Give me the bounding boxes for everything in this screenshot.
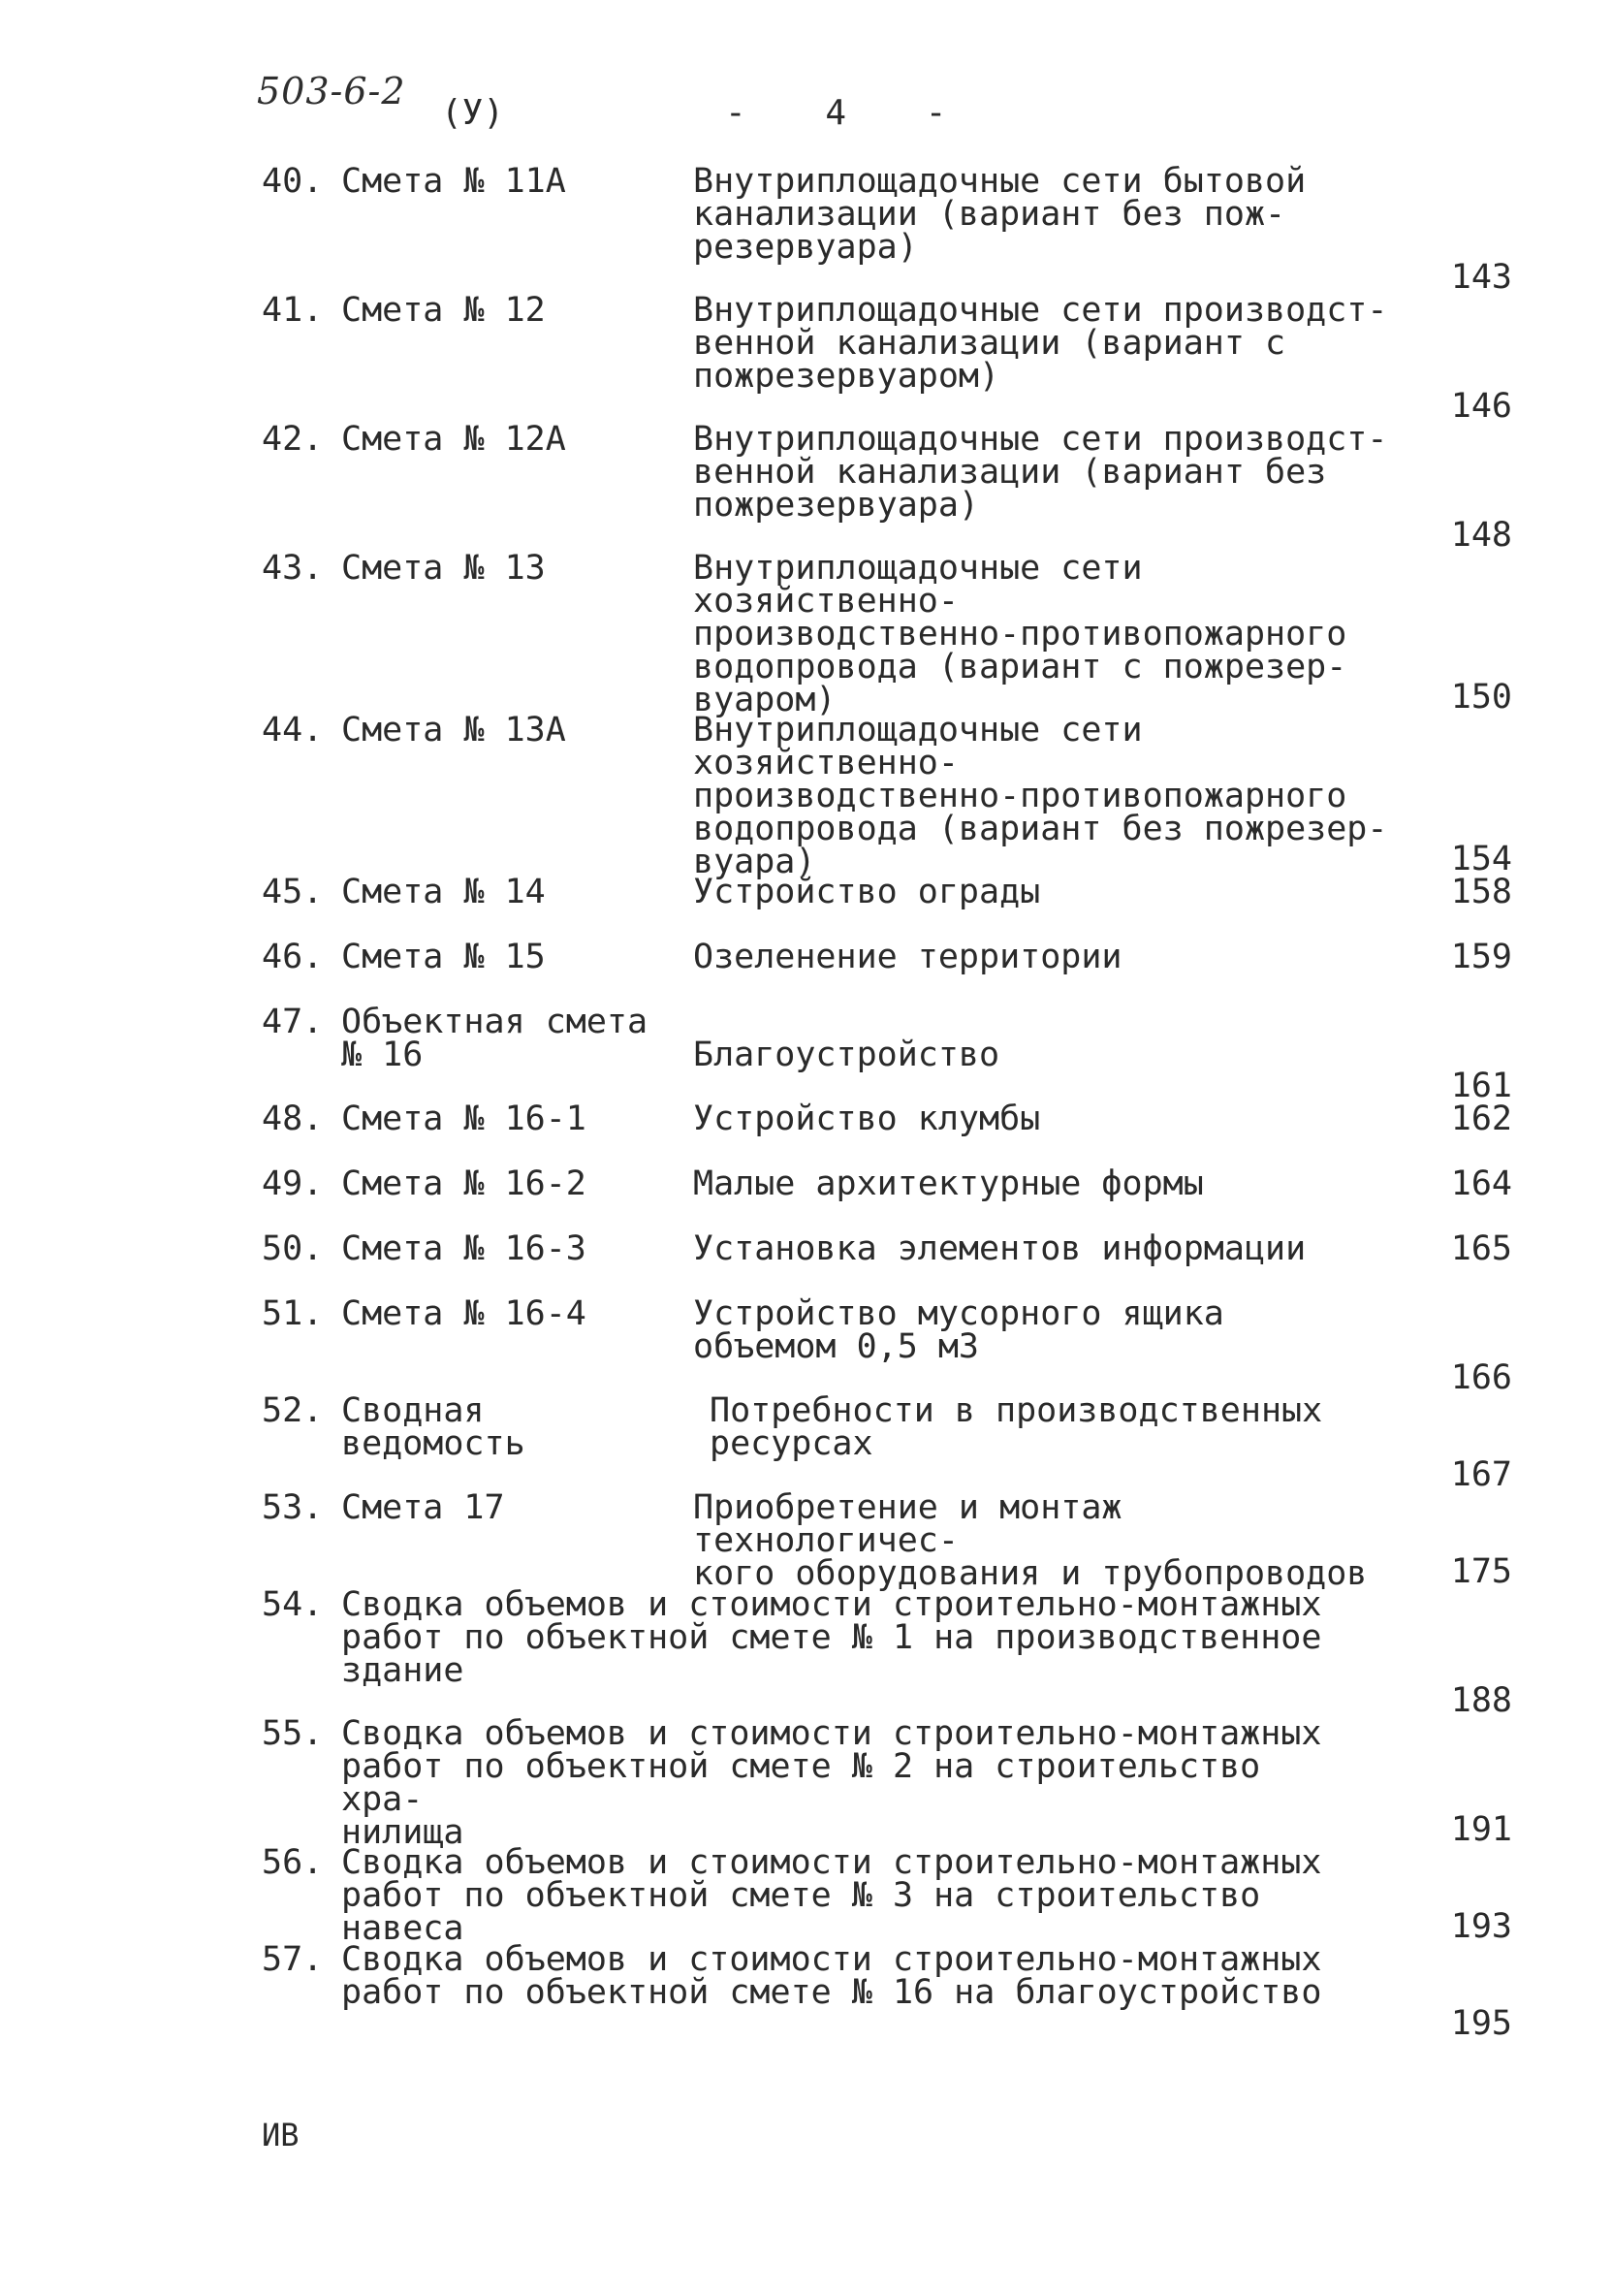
entry-number: 52. [262, 1391, 324, 1430]
page-number: - 4 - [725, 93, 976, 133]
entry-page: 150 [1450, 678, 1512, 717]
toc-entry-55 [262, 1714, 1512, 1852]
entry-number: 54. [262, 1585, 324, 1624]
entry-reference: Смета № 15 [341, 938, 546, 976]
toc-entry-51 [262, 1294, 1512, 1397]
entry-number: 53. [262, 1488, 324, 1527]
entry-page: 146 [1450, 387, 1512, 426]
entry-title: Устройство ограды [693, 873, 1041, 911]
entry-text: Сводка объемов и стоимости строительно-монтажных работ по объектной смете № 2 на строительство хра- нилища [341, 1714, 1322, 1852]
entry-page: 165 [1450, 1229, 1512, 1268]
entry-number: 49. [262, 1164, 324, 1203]
entry-number: 56. [262, 1843, 324, 1882]
entry-number: 43. [262, 549, 324, 588]
entry-title: Благоустройство [693, 1036, 1000, 1074]
entry-page: 159 [1450, 938, 1512, 976]
entry-title: Установка элементов информации [693, 1229, 1307, 1268]
series-mark: (У) [441, 93, 505, 133]
entry-reference: Объектная смета № 16 [341, 1003, 648, 1074]
entry-reference: Смета № 11А [341, 162, 566, 201]
entry-reference: Смета № 16-2 [341, 1164, 586, 1203]
entry-page: 188 [1450, 1681, 1512, 1720]
entry-page: 154 [1450, 840, 1512, 878]
entry-page: 164 [1450, 1164, 1512, 1203]
toc-entry-46 [262, 938, 1512, 1005]
entry-title: Устройство клумбы [693, 1100, 1041, 1138]
entry-title: Устройство мусорного ящика объемом 0,5 м3 [693, 1294, 1224, 1366]
entry-reference: Смета № 12А [341, 420, 566, 459]
toc-entry-40 [262, 162, 1512, 297]
entry-title: Потребности в производственных ресурсах [710, 1391, 1323, 1463]
entry-page: 195 [1450, 2004, 1512, 2043]
entry-title: Приобретение и монтаж технологичес- кого оборудования и трубопроводов [693, 1488, 1368, 1593]
entry-number: 42. [262, 420, 324, 459]
entry-title: Внутриплощадочные сети производст- венной канализации (вариант с пожрезервуаром) [693, 291, 1388, 396]
toc-entry-53 [262, 1488, 1512, 1593]
table-of-contents [262, 162, 1512, 2043]
entry-page: 161 [1450, 1067, 1512, 1105]
entry-page: 143 [1450, 258, 1512, 297]
entry-reference: Смета 17 [341, 1488, 505, 1527]
toc-entry-50 [262, 1229, 1512, 1297]
entry-title: Внутриплощадочные сети бытовой канализации (вариант без пож- резервуара) [693, 162, 1307, 267]
toc-entry-42 [262, 420, 1512, 555]
entry-reference: Смета № 14 [341, 873, 546, 911]
toc-entry-57 [262, 1940, 1512, 2043]
entry-page: 167 [1450, 1455, 1512, 1494]
entry-page: 191 [1450, 1810, 1512, 1849]
entry-page: 148 [1450, 516, 1512, 555]
toc-entry-49 [262, 1164, 1512, 1232]
entry-text: Сводка объемов и стоимости строительно-монтажных работ по объектной смете № 16 на благоустройство [341, 1940, 1322, 2012]
entry-reference: Смета № 16-1 [341, 1100, 586, 1138]
document-code: 503-6-2 [257, 70, 406, 112]
entry-page: 175 [1450, 1552, 1512, 1591]
entry-page: 193 [1450, 1907, 1512, 1946]
entry-reference: Смета № 12 [341, 291, 546, 330]
toc-entry-41 [262, 291, 1512, 426]
toc-entry-56 [262, 1843, 1512, 1948]
toc-entry-48 [262, 1102, 1512, 1167]
toc-entry-54 [262, 1585, 1512, 1720]
entry-title: Озеленение территории [693, 938, 1122, 976]
entry-number: 50. [262, 1229, 324, 1268]
entry-number: 51. [262, 1294, 324, 1333]
entry-title: Внутриплощадочные сети производст- венной канализации (вариант без пожрезервуара) [693, 420, 1388, 525]
entry-page: 158 [1450, 873, 1512, 911]
entry-number: 46. [262, 938, 324, 976]
entry-page: 166 [1450, 1358, 1512, 1397]
entry-number: 48. [262, 1100, 324, 1138]
entry-text: Сводка объемов и стоимости строительно-монтажных работ по объектной смете № 3 на строительство навеса [341, 1843, 1322, 1948]
entry-reference: Сводная ведомость [341, 1391, 525, 1463]
entry-text: Сводка объемов и стоимости строительно-монтажных работ по объектной смете № 1 на производственное здание [341, 1585, 1322, 1690]
entry-title: Внутриплощадочные сети хозяйственно- производственно-противопожарного водопровода (вариант без пожрезер- вуара) [693, 711, 1388, 881]
entry-reference: Смета № 16-3 [341, 1229, 586, 1268]
entry-number: 41. [262, 291, 324, 330]
entry-number: 44. [262, 711, 324, 749]
entry-number: 40. [262, 162, 324, 201]
footer-mark: ИВ [262, 2117, 300, 2153]
toc-entry-44 [262, 711, 1512, 881]
entry-title: Внутриплощадочные сети хозяйственно- производственно-противопожарного водопровода (вариант с пожрезер- вуаром) [693, 549, 1347, 719]
entry-number: 57. [262, 1940, 324, 1979]
entry-reference: Смета № 13 [341, 549, 546, 588]
toc-entry-47 [262, 1003, 1512, 1105]
toc-entry-45 [262, 873, 1512, 941]
entry-reference: Смета № 16-4 [341, 1294, 586, 1333]
entry-number: 47. [262, 1003, 324, 1041]
entry-number: 55. [262, 1714, 324, 1753]
entry-reference: Смета № 13А [341, 711, 566, 749]
entry-title: Малые архитектурные формы [693, 1164, 1204, 1203]
toc-entry-52 [262, 1391, 1512, 1494]
toc-entry-43 [262, 549, 1512, 719]
entry-page: 162 [1450, 1100, 1512, 1138]
entry-number: 45. [262, 873, 324, 911]
